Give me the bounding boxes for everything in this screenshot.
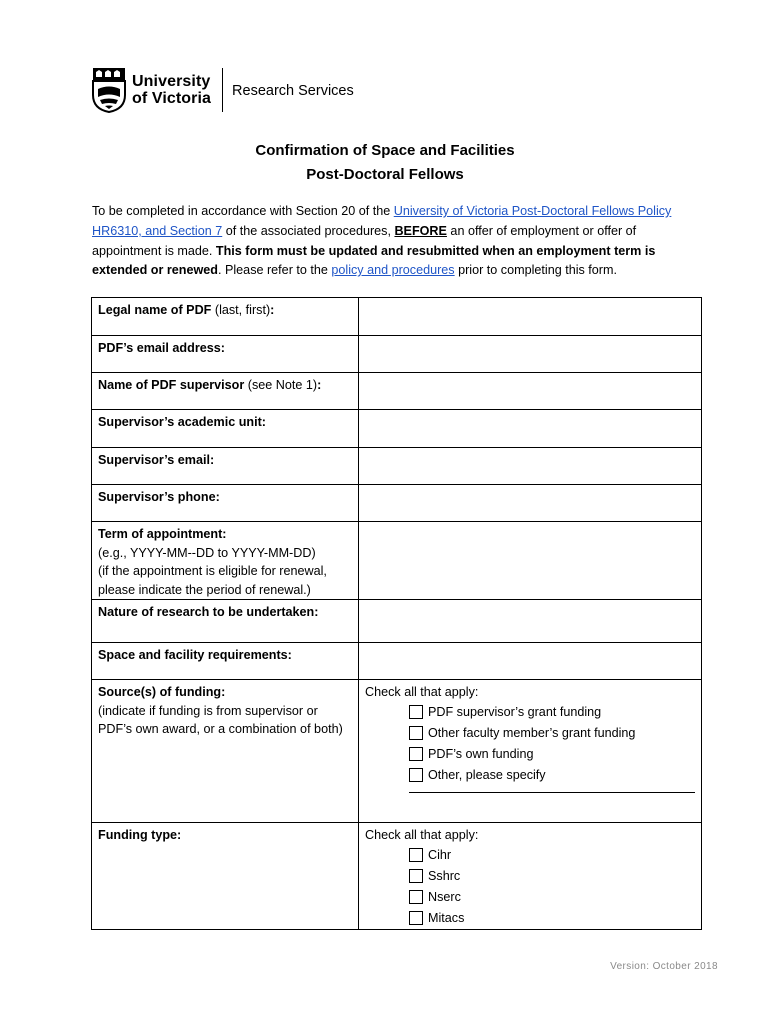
label-hint: (if the appointment is eligible for renewal, please indicate the period of renewal.) bbox=[98, 564, 327, 597]
supervisor-name-label bbox=[92, 373, 359, 410]
pdf-form-table bbox=[91, 297, 702, 930]
label-text: Term of appointment: bbox=[98, 527, 227, 541]
checkbox[interactable] bbox=[409, 726, 423, 740]
label-hint: (see Note 1) bbox=[244, 378, 318, 392]
funding-source-option[interactable] bbox=[409, 765, 695, 786]
intro-text: of the associated procedures, bbox=[222, 223, 395, 238]
university-name-line1: University bbox=[132, 73, 211, 90]
intro-text: prior to completing this form. bbox=[454, 263, 617, 278]
checkbox[interactable] bbox=[409, 890, 423, 904]
funding-source-option[interactable] bbox=[409, 702, 695, 723]
university-name-line2: of Victoria bbox=[132, 90, 212, 107]
table-row bbox=[92, 298, 702, 336]
university-crest-icon bbox=[92, 67, 126, 113]
checkbox[interactable] bbox=[409, 911, 423, 925]
space-label: Space and facility requirements: bbox=[92, 643, 359, 680]
table-row bbox=[92, 336, 702, 373]
funding-source-option[interactable] bbox=[409, 744, 695, 765]
version-footer: Version: October 2018 bbox=[610, 961, 718, 972]
supervisor-email-label: Supervisor’s email: bbox=[92, 448, 359, 485]
checkbox[interactable] bbox=[409, 705, 423, 719]
policy-hr6310-link[interactable]: University of Victoria Post-Doctoral Fellows Policy HR6310, and Section 7 bbox=[92, 204, 672, 238]
pdf-email-field[interactable] bbox=[359, 336, 702, 373]
header bbox=[92, 66, 354, 114]
table-row bbox=[92, 485, 702, 522]
space-field[interactable] bbox=[359, 643, 702, 680]
checkbox[interactable] bbox=[409, 747, 423, 761]
supervisor-email-field[interactable] bbox=[359, 448, 702, 485]
form-title-line2: Post-Doctoral Fellows bbox=[306, 166, 464, 183]
checkbox[interactable] bbox=[409, 768, 423, 782]
intro-paragraph bbox=[92, 202, 702, 281]
header-divider bbox=[222, 68, 223, 112]
department-name: Research Services bbox=[232, 83, 354, 99]
form-title-line1: Confirmation of Space and Facilities bbox=[255, 142, 515, 159]
intro-text: an offer of employment or offer of appointment is made. bbox=[92, 223, 637, 258]
funding-type-option[interactable] bbox=[409, 866, 695, 887]
label-text: Name of PDF supervisor bbox=[98, 378, 245, 392]
option-label: Cihr bbox=[428, 847, 452, 862]
option-label: PDF supervisor’s grant funding bbox=[428, 704, 602, 719]
research-field[interactable] bbox=[359, 600, 702, 643]
option-label: Other faculty member’s grant funding bbox=[428, 725, 636, 740]
university-name bbox=[132, 73, 211, 107]
option-label: Nserc bbox=[428, 889, 461, 904]
funding-type-option[interactable] bbox=[409, 845, 695, 866]
legal-name-label bbox=[92, 298, 359, 336]
term-field[interactable] bbox=[359, 522, 702, 600]
supervisor-phone-field[interactable] bbox=[359, 485, 702, 522]
table-row bbox=[92, 823, 702, 930]
supervisor-name-field[interactable] bbox=[359, 373, 702, 410]
check-prompt: Check all that apply: bbox=[365, 828, 479, 842]
intro-text: . Please refer to the bbox=[217, 263, 332, 278]
table-row bbox=[92, 373, 702, 410]
funding-source-options bbox=[359, 680, 702, 823]
funding-type-option[interactable] bbox=[409, 908, 695, 929]
other-specify-line[interactable] bbox=[409, 792, 695, 793]
checkbox[interactable] bbox=[409, 869, 423, 883]
checkbox[interactable] bbox=[409, 848, 423, 862]
before-emphasis: BEFORE bbox=[394, 223, 447, 238]
legal-name-field[interactable] bbox=[359, 298, 702, 336]
intro-text: To be completed in accordance with Section 20 of the bbox=[92, 204, 394, 218]
label-text: Legal name of PDF bbox=[98, 303, 212, 317]
academic-unit-label: Supervisor’s academic unit: bbox=[92, 410, 359, 448]
funding-source-option[interactable] bbox=[409, 723, 695, 744]
policy-procedures-link[interactable]: policy and procedures bbox=[331, 263, 455, 278]
label-hint: (indicate if funding is from supervisor or PDF’s own award, or a combination of both) bbox=[98, 703, 343, 736]
option-label: Mitacs bbox=[428, 910, 465, 925]
funding-type-label: Funding type: bbox=[92, 823, 359, 930]
pdf-email-label: PDF’s email address: bbox=[92, 336, 359, 373]
label-text: Source(s) of funding: bbox=[98, 685, 226, 699]
academic-unit-field[interactable] bbox=[359, 410, 702, 448]
table-row bbox=[92, 448, 702, 485]
research-label: Nature of research to be undertaken: bbox=[92, 600, 359, 643]
option-label: Other, please specify bbox=[428, 767, 546, 782]
resubmit-notice: This form must be updated and resubmitted when an employment term is extended or renewed bbox=[92, 243, 656, 278]
label-hint: (e.g., YYYY-MM--DD to YYYY-MM-DD) bbox=[98, 545, 316, 560]
funding-source-label bbox=[92, 680, 359, 823]
label-hint: (last, first) bbox=[211, 303, 271, 317]
supervisor-phone-label: Supervisor’s phone: bbox=[92, 485, 359, 522]
option-label: Sshrc bbox=[428, 868, 461, 883]
funding-type-options bbox=[359, 823, 702, 930]
label-colon: : bbox=[317, 378, 322, 392]
term-label bbox=[92, 522, 359, 600]
table-row bbox=[92, 600, 702, 643]
table-row bbox=[92, 680, 702, 823]
table-row bbox=[92, 643, 702, 680]
option-label: PDF’s own funding bbox=[428, 746, 534, 761]
funding-type-option[interactable] bbox=[409, 887, 695, 908]
table-row bbox=[92, 410, 702, 448]
form-title bbox=[0, 139, 770, 187]
table-row bbox=[92, 522, 702, 600]
label-colon: : bbox=[270, 303, 275, 317]
check-prompt: Check all that apply: bbox=[365, 685, 479, 699]
